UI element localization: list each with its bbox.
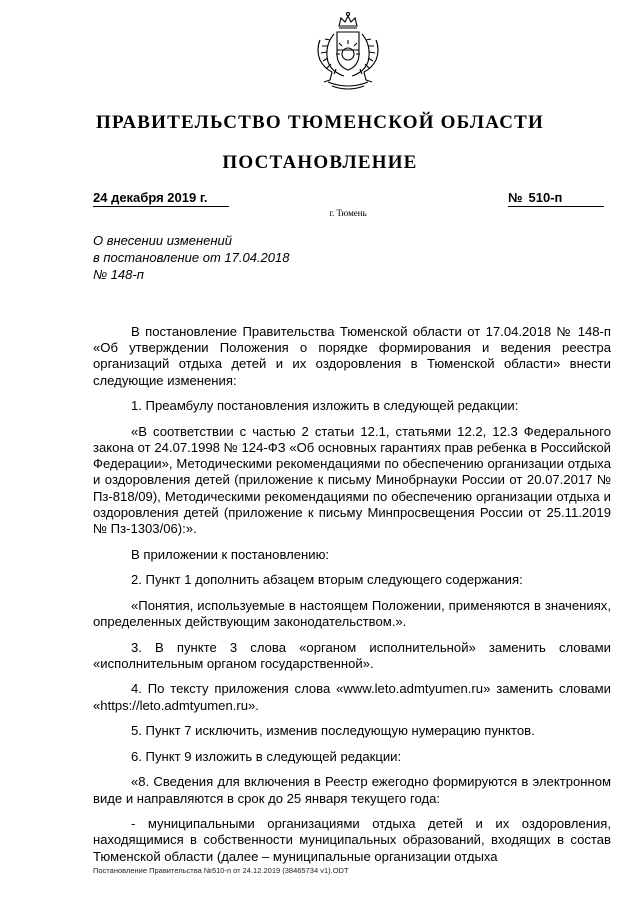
subject-line: О внесении изменений bbox=[93, 233, 232, 248]
city-line: г. Тюмень bbox=[329, 208, 367, 218]
body-paragraph: 4. По тексту приложения слова «www.leto.admtyumen.ru» заменить словами «https://leto.admtyumen.ru». bbox=[93, 681, 611, 713]
number-label: № bbox=[508, 190, 523, 205]
body-paragraph: «Понятия, используемые в настоящем Положении, применяются в значениях, определенных действующим законодательством.». bbox=[93, 597, 611, 629]
government-title: ПРАВИТЕЛЬСТВО ТЮМЕНСКОЙ ОБЛАСТИ bbox=[95, 112, 545, 133]
body-paragraph: 2. Пункт 1 дополнить абзацем вторым следующего содержания: bbox=[131, 572, 523, 588]
document-body bbox=[93, 324, 611, 874]
coat-of-arms-icon bbox=[306, 10, 390, 94]
body-paragraph: - муниципальными организациями отдыха детей и их оздоровления, находящимися в собственности муниципальных образований, входящих в состав Тюменской области (далее – муниципальные организации отдыха bbox=[93, 816, 611, 864]
subject-line: в постановление от 17.04.2018 bbox=[93, 250, 290, 265]
body-paragraph: 1. Преамбулу постановления изложить в следующей редакции: bbox=[131, 398, 519, 414]
document-subject bbox=[93, 232, 353, 283]
document-number-field bbox=[508, 190, 604, 207]
body-paragraph: «В соответствии с частью 2 статьи 12.1, статьями 12.2, 12.3 Федерального закона от 24.07.1998 № 124-ФЗ «Об основных гарантиях прав ребенка в Российской Федерации», Методическими рекомендациями по обеспечению организации отдыха и оздоровления детей (приложение к письму Минобрнауки России от 20.07.2017 № Пз-818/09), Методическими рекомендациями по обеспечению организации отдыха и оздоровления детей (приложение к письму Минпросвещения России от 25.11.2019 № Пз-1303/06):». bbox=[93, 423, 611, 537]
document-date: 24 декабря 2019 г. bbox=[93, 190, 229, 207]
body-paragraph: 3. В пункте 3 слова «органом исполнительной» заменить словами «исполнительным органом государственной». bbox=[93, 639, 611, 671]
subject-line: № 148-п bbox=[93, 267, 144, 282]
body-paragraph: 5. Пункт 7 исключить, изменив последующую нумерацию пунктов. bbox=[131, 723, 535, 739]
document-number: 510-п bbox=[528, 190, 563, 205]
body-paragraph: В приложении к постановлению: bbox=[131, 546, 330, 562]
body-paragraph: 6. Пункт 9 изложить в следующей редакции: bbox=[131, 748, 402, 764]
body-paragraph: В постановление Правительства Тюменской области от 17.04.2018 № 148-п «Об утверждении Положения о порядке формирования и ведения реестра организаций отдыха детей и их оздоровления в Тюменской области» внести следующие изменения: bbox=[93, 324, 611, 388]
page-footer: Постановление Правительства №510-п от 24.12.2019 (38465734 v1).ODT bbox=[93, 866, 349, 875]
body-paragraph: «8. Сведения для включения в Реестр ежегодно формируются в электронном виде и направляются в срок до 25 января текущего года: bbox=[93, 774, 611, 806]
document-type: ПОСТАНОВЛЕНИЕ bbox=[222, 152, 418, 173]
